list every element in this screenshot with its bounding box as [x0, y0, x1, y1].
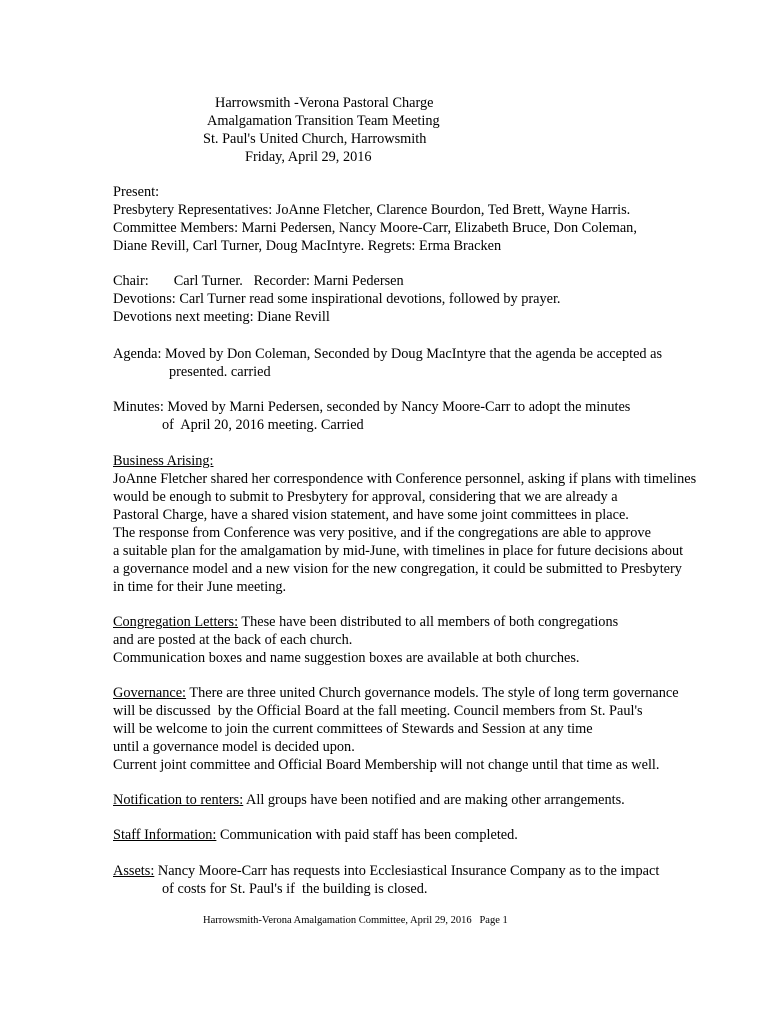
- page-footer: Harrowsmith-Verona Amalgamation Committee, April 29, 2016 Page 1: [203, 915, 508, 926]
- governance-line-1: [113, 684, 679, 702]
- header-line-1: Harrowsmith -Verona Pastoral Charge: [215, 95, 434, 111]
- letters-line-2: and are posted at the back of each church.: [113, 632, 353, 648]
- devotions-next-line: Devotions next meeting: Diane Revill: [113, 309, 330, 325]
- letters-line-1: [113, 613, 618, 631]
- governance-heading: Governance:: [113, 685, 187, 701]
- header-line-4: Friday, April 29, 2016: [245, 149, 372, 165]
- governance-text: There are three united Church governance models. The style of long term governance: [186, 685, 679, 701]
- staff-line: [113, 826, 518, 844]
- renters-text: All groups have been notified and are making other arrangements.: [243, 792, 625, 808]
- staff-text: Communication with paid staff has been completed.: [216, 827, 518, 843]
- minutes-line-1: Minutes: Moved by Marni Pedersen, seconded by Nancy Moore-Carr to adopt the minutes: [113, 399, 631, 415]
- letters-heading: Congregation Letters:: [113, 614, 239, 630]
- business-line: Pastoral Charge, have a shared vision statement, and have some joint committees in place.: [113, 507, 629, 523]
- present-line-3: Diane Revill, Carl Turner, Doug MacIntyre. Regrets: Erma Bracken: [113, 238, 502, 254]
- devotions-line: Devotions: Carl Turner read some inspirational devotions, followed by prayer.: [113, 291, 561, 307]
- header-line-3: St. Paul's United Church, Harrowsmith: [203, 131, 427, 147]
- governance-line: will be discussed by the Official Board at the fall meeting. Council members from St. Paul's: [113, 703, 643, 719]
- business-line: in time for their June meeting.: [113, 579, 287, 595]
- agenda-line-1: Agenda: Moved by Don Coleman, Seconded by Doug MacIntyre that the agenda be accepted as: [113, 346, 663, 362]
- minutes-line-2: of April 20, 2016 meeting. Carried: [162, 417, 364, 433]
- business-line: The response from Conference was very positive, and if the congregations are able to approve: [113, 525, 651, 541]
- business-line: a governance model and a new vision for the new congregation, it could be submitted to Presbytery: [113, 561, 682, 577]
- business-line: a suitable plan for the amalgamation by mid-June, with timelines in place for future decisions about: [113, 543, 684, 559]
- assets-line-2: of costs for St. Paul's if the building is closed.: [162, 881, 428, 897]
- letters-line-3: Communication boxes and name suggestion boxes are available at both churches.: [113, 650, 580, 666]
- present-line-2: Committee Members: Marni Pedersen, Nancy Moore-Carr, Elizabeth Bruce, Don Coleman,: [113, 220, 637, 236]
- renters-heading: Notification to renters:: [113, 792, 244, 808]
- letters-text: These have been distributed to all members of both congregations: [238, 614, 619, 630]
- chair-line: Chair: Carl Turner. Recorder: Marni Pedersen: [113, 273, 404, 289]
- governance-line: Current joint committee and Official Board Membership will not change until that time as well.: [113, 757, 660, 773]
- business-line: would be enough to submit to Presbytery for approval, considering that we are already a: [113, 489, 618, 505]
- staff-heading: Staff Information:: [113, 827, 217, 843]
- governance-line: until a governance model is decided upon.: [113, 739, 355, 755]
- header-line-2: Amalgamation Transition Team Meeting: [207, 113, 440, 129]
- agenda-line-2: presented. carried: [169, 364, 271, 380]
- governance-line: will be welcome to join the current committees of Stewards and Session at any time: [113, 721, 593, 737]
- present-heading: Present:: [113, 184, 160, 200]
- business-line: JoAnne Fletcher shared her correspondence with Conference personnel, asking if plans with timelines: [113, 471, 697, 487]
- present-line-1: Presbytery Representatives: JoAnne Fletcher, Clarence Bourdon, Ted Brett, Wayne Harris.: [113, 202, 631, 218]
- assets-heading: Assets:: [113, 863, 155, 879]
- renters-line: [113, 791, 625, 809]
- business-heading: Business Arising:: [113, 453, 214, 469]
- assets-text: Nancy Moore-Carr has requests into Ecclesiastical Insurance Company as to the impact: [154, 863, 660, 879]
- assets-line-1: [113, 862, 659, 880]
